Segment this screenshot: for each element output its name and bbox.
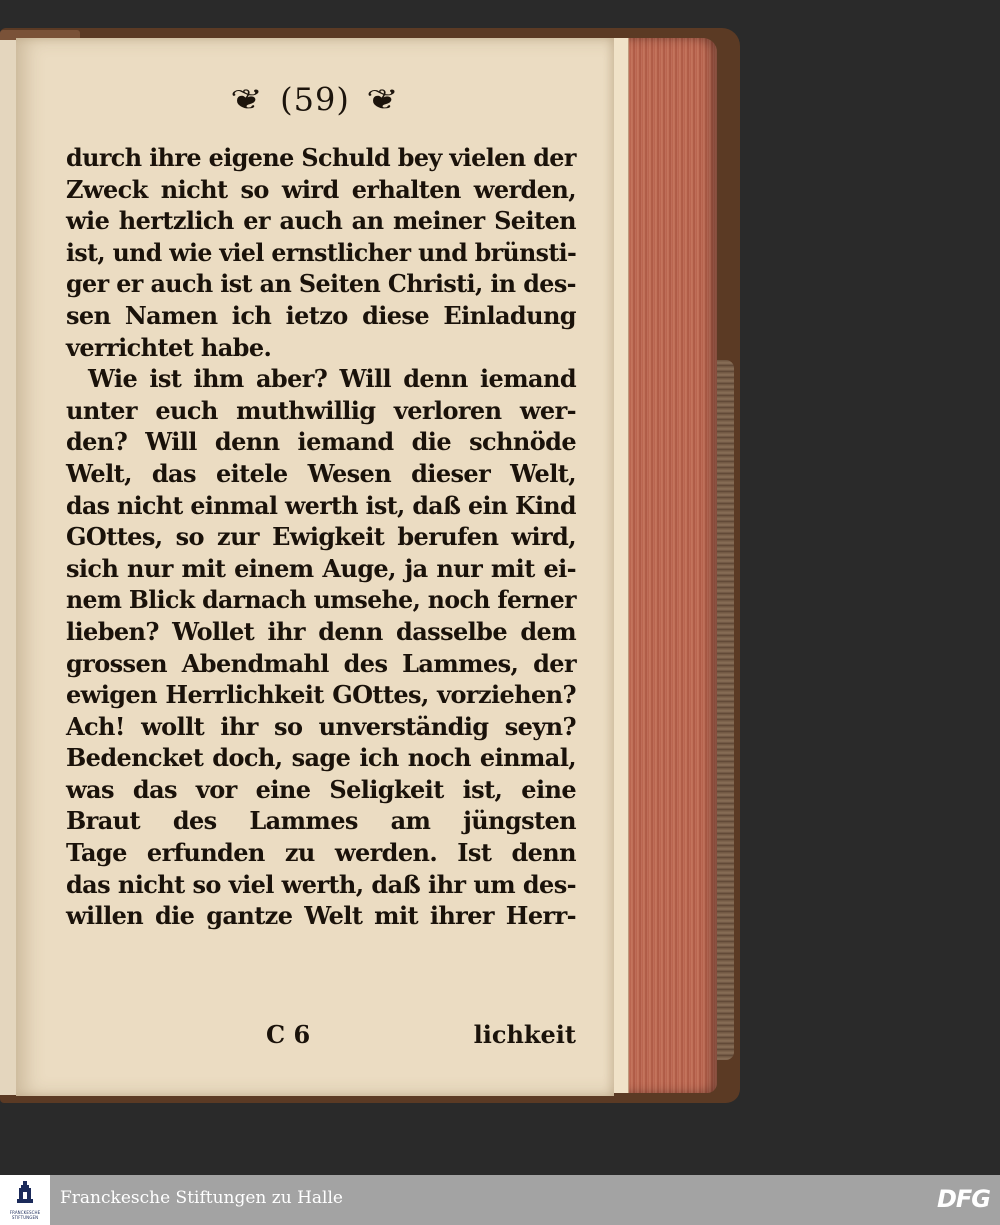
page-header — [16, 78, 614, 119]
footer-bar — [0, 1175, 1000, 1225]
fore-edge-inner — [612, 38, 629, 1093]
text-line: nem Blick darnach umsehe, noch ferner — [66, 585, 576, 615]
text-line: Bedencket doch, sage ich noch einmal, — [66, 743, 576, 773]
text-line: GOttes, so zur Ewigkeit berufen wird, — [66, 522, 576, 552]
text-line: verrichtet habe. — [66, 332, 272, 362]
text-line: grossen Abendmahl des Lammes, der — [66, 648, 576, 678]
logo-caption-line-1: FRANCKESCHE — [9, 1210, 41, 1215]
text-line: unter euch muthwillig verloren wer- — [66, 395, 576, 425]
franckesche-stiftungen-logo-icon[interactable] — [0, 1175, 50, 1225]
text-line: lieben? Wollet ihr denn dasselbe dem — [66, 616, 576, 646]
text-line: sich nur mit einem Auge, ja nur mit ei- — [66, 553, 576, 583]
text-line: ist, und wie viel ernstlicher und brünsti- — [66, 237, 577, 267]
institution-emblem-icon — [17, 1181, 33, 1203]
text-line: Wie ist ihm aber? Will denn iemand — [88, 364, 576, 394]
book-page — [16, 38, 614, 1096]
header-ornament-right-icon: ❦ — [366, 83, 401, 116]
text-line: Tage erfunden zu werden. Ist denn — [66, 838, 576, 868]
header-ornament-left-icon: ❦ — [229, 83, 264, 116]
text-line: ger er auch ist an Seiten Christi, in des- — [66, 269, 576, 299]
text-line: ewigen Herrlichkeit GOttes, vorziehen? — [66, 680, 576, 710]
catchword: lichkeit — [473, 1020, 576, 1049]
text-line: Zweck nicht so wird erhalten werden, — [66, 174, 576, 204]
text-line: Braut des Lammes am jüngsten — [66, 806, 576, 836]
text-line: durch ihre eigene Schuld bey vielen der — [66, 143, 576, 172]
institution-name[interactable]: Franckesche Stiftungen zu Halle — [60, 1188, 343, 1208]
signature-mark: C 6 — [266, 1020, 311, 1049]
page-footer — [66, 1020, 576, 1054]
text-line: was das vor eine Seligkeit ist, eine — [66, 774, 576, 804]
text-line: sen Namen ich ietzo diese Einladung — [66, 300, 576, 330]
dfg-logo-icon[interactable]: DFG — [936, 1185, 990, 1213]
page-number: (59) — [280, 80, 350, 119]
logo-caption-line-2: STIFTUNGEN — [11, 1215, 39, 1220]
text-line: Ach! wollt ihr so unverständig seyn? — [66, 711, 576, 741]
text-line: den? Will denn iemand die schnöde — [66, 427, 576, 457]
text-line: das nicht einmal werth ist, daß ein Kind — [66, 490, 576, 520]
text-line: wie hertzlich er auch an meiner Seiten — [66, 206, 576, 236]
text-line: Welt, das eitele Wesen dieser Welt, — [66, 458, 576, 488]
text-block — [66, 142, 576, 932]
text-line: das nicht so viel werth, daß ihr um des- — [66, 869, 576, 899]
left-page-edge — [0, 40, 17, 1095]
text-line: willen die gantze Welt mit ihrer Herr- — [66, 901, 576, 931]
logo-caption — [2, 1210, 48, 1220]
